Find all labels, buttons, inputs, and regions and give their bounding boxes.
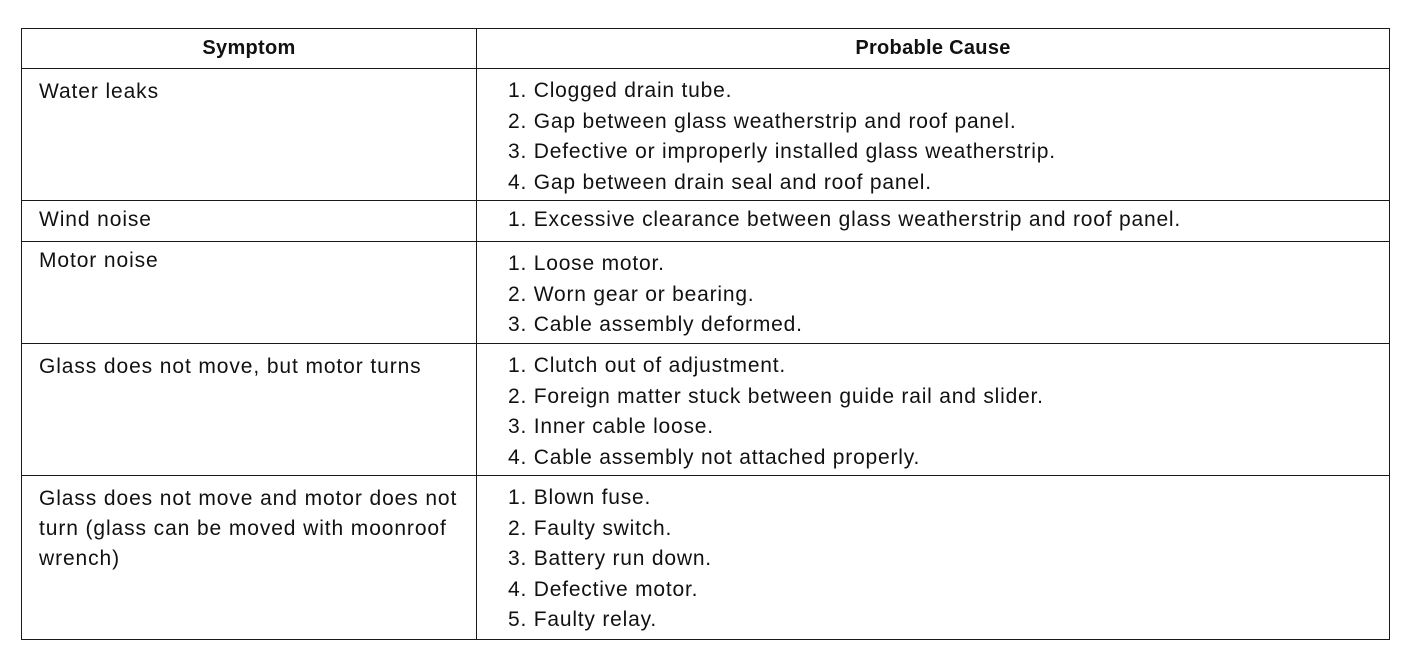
cause-item: 2. Worn gear or bearing. xyxy=(508,282,755,306)
cause-list xyxy=(477,69,1389,198)
cause-item: 2. Gap between glass weatherstrip and roof panel. xyxy=(508,109,1017,133)
cause-item: 4. Defective motor. xyxy=(508,577,699,601)
header-row xyxy=(22,29,1390,69)
table-row xyxy=(22,69,1390,201)
table-row xyxy=(22,201,1390,242)
cause-cell xyxy=(477,69,1390,201)
cause-item: 1. Clogged drain tube. xyxy=(508,79,733,102)
symptom-column-header: Symptom xyxy=(22,29,477,69)
cause-list xyxy=(477,344,1389,473)
cause-cell xyxy=(477,242,1390,344)
cause-item: 4. Cable assembly not attached properly. xyxy=(508,445,921,469)
cause-item: 1. Blown fuse. xyxy=(508,486,652,509)
table-row xyxy=(22,344,1390,476)
symptom-cell xyxy=(22,69,477,201)
symptom-text: Wind noise xyxy=(39,208,152,231)
cause-item: 3. Cable assembly deformed. xyxy=(508,313,803,336)
symptom-text: Glass does not move, but motor turns xyxy=(39,355,422,378)
cause-item: 3. Defective or improperly installed glass weatherstrip. xyxy=(508,140,1056,163)
cause-item: 2. Faulty switch. xyxy=(508,516,673,540)
cause-list xyxy=(477,476,1389,636)
cause-cell xyxy=(477,476,1390,640)
cause-list xyxy=(477,201,1389,236)
cause-item: 1. Excessive clearance between glass weatherstrip and roof panel. xyxy=(508,208,1182,231)
troubleshooting-table xyxy=(21,28,1390,640)
cause-item: 3. Battery run down. xyxy=(508,547,712,570)
symptom-text: Glass does not move and motor does not turn (glass can be moved with moonroof wrench) xyxy=(39,487,458,570)
cause-item: 1. Clutch out of adjustment. xyxy=(508,354,787,377)
symptom-text: Water leaks xyxy=(39,80,159,103)
cause-cell xyxy=(477,344,1390,476)
symptom-cell xyxy=(22,476,477,640)
symptom-cell xyxy=(22,242,477,344)
table-row xyxy=(22,476,1390,640)
cause-item: 5. Faulty relay. xyxy=(508,608,657,631)
probable-cause-column-header: Probable Cause xyxy=(477,29,1390,69)
cause-item: 4. Gap between drain seal and roof panel. xyxy=(508,170,932,194)
symptom-text: Motor noise xyxy=(39,249,159,272)
cause-cell xyxy=(477,201,1390,242)
symptom-cell xyxy=(22,344,477,476)
symptom-cell xyxy=(22,201,477,242)
cause-list xyxy=(477,242,1389,341)
table-row xyxy=(22,242,1390,344)
cause-item: 1. Loose motor. xyxy=(508,252,665,275)
cause-item: 2. Foreign matter stuck between guide rail and slider. xyxy=(508,384,1044,408)
cause-item: 3. Inner cable loose. xyxy=(508,415,714,438)
